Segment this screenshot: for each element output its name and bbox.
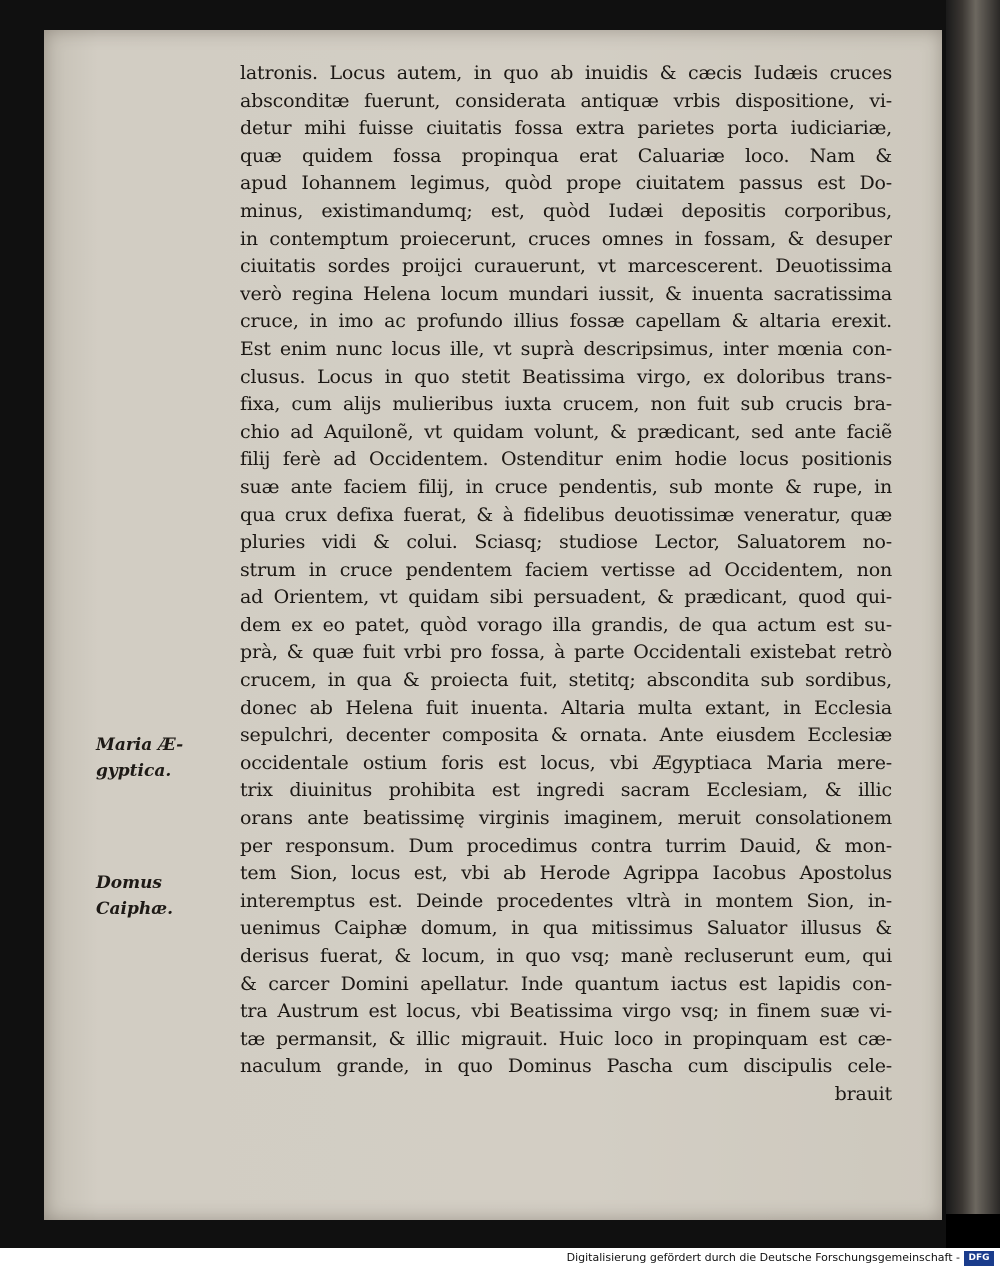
text-line: fixa, cum alijs mulieribus iuxta crucem, non fuit sub crucis bra-	[240, 393, 892, 416]
margin-note-domus-caiphae	[96, 870, 226, 922]
text-line: trix diuinitus prohibita est ingredi sacram Ecclesiam, & illic	[240, 779, 892, 802]
text-line: & carcer Domini apellatur. Inde quantum iactus est lapidis con-	[240, 972, 892, 995]
text-line: brauit	[834, 1082, 892, 1105]
text-line: cruce, in imo ac profundo illius fossæ capellam & altaria erexit.	[240, 310, 892, 333]
margin-note-line: Domus	[96, 873, 162, 893]
margin-note-line: gyptica.	[96, 761, 172, 781]
text-line: qua crux defixa fuerat, & à fidelibus deuotissimæ veneratur, quæ	[240, 503, 892, 526]
book-edge-band	[946, 1214, 1000, 1248]
text-line: minus, existimandumq; est, quòd Iudæi depositis corporibus,	[240, 199, 892, 222]
text-line: prà, & quæ fuit vrbi pro fossa, à parte Occidentali existebat retrò	[240, 641, 892, 664]
text-line: strum in cruce pendentem faciem vertisse ad Occidentem, non	[240, 558, 892, 581]
text-line: donec ab Helena fuit inuenta. Altaria multa extant, in Ecclesia	[240, 696, 892, 719]
text-line: suæ ante faciem filij, in cruce pendentis, sub monte & rupe, in	[240, 475, 892, 498]
dfg-logo: DFG	[964, 1251, 994, 1266]
text-line: ciuitatis sordes proijci curauerunt, vt marcescerent. Deuotissima	[240, 255, 892, 278]
text-line: clusus. Locus in quo stetit Beatissima virgo, ex doloribus trans-	[240, 365, 892, 388]
text-line: in contemptum proiecerunt, cruces omnes in fossam, & desuper	[240, 227, 892, 250]
text-line: tæ permansit, & illic migrauit. Huic loco in propinquam est cæ-	[240, 1027, 892, 1050]
text-line: ad Orientem, vt quidam sibi persuadent, & prædicant, quod qui-	[240, 586, 892, 609]
text-line: absconditæ fuerunt, considerata antiquæ vrbis dispositione, vi-	[240, 89, 892, 112]
text-line: dem ex eo patet, quòd vorago illa grandis, de qua actum est su-	[240, 613, 892, 636]
text-line: occidentale ostium foris est locus, vbi Ægyptiaca Maria mere-	[240, 751, 892, 774]
text-line: latronis. Locus autem, in quo ab inuidis & cæcis Iudæis cruces	[240, 62, 892, 84]
text-line: orans ante beatissimę virginis imaginem, meruit consolationem	[240, 807, 892, 830]
text-line: derisus fuerat, & locum, in quo vsq; manè recluserunt eum, qui	[240, 945, 892, 967]
margin-note-line: Maria Æ-	[96, 735, 184, 755]
text-line: sepulchri, decenter composita & ornata. Ante eiusdem Ecclesiæ	[240, 724, 892, 747]
book-edge	[946, 0, 1000, 1240]
text-line: tem Sion, locus est, vbi ab Herode Agrippa Iacobus Apostolus	[240, 862, 892, 885]
text-line: interemptus est. Deinde procedentes vltrà in montem Sion, in-	[240, 889, 892, 912]
text-line: verò regina Helena locum mundari iussit, & inuenta sacratissima	[240, 282, 892, 305]
text-line: naculum grande, in quo Dominus Pascha cum discipulis cele-	[240, 1055, 892, 1078]
margin-note-line: Caiphæ.	[96, 899, 174, 919]
text-line: detur mihi fuisse ciuitatis fossa extra parietes porta iudiciariæ,	[240, 117, 892, 140]
text-line: chio ad Aquilonẽ, vt quidam volunt, & prædicant, sed ante faciẽ	[240, 420, 892, 443]
page-body-text	[240, 60, 892, 1109]
text-line: apud Iohannem legimus, quòd prope ciuitatem passus est Do-	[240, 172, 892, 195]
digitization-footer	[0, 1248, 1000, 1268]
footer-credit: Digitalisierung gefördert durch die Deutsche Forschungsgemeinschaft -	[566, 1251, 960, 1264]
text-line: crucem, in qua & proiecta fuit, stetitq; abscondita sub sordibus,	[240, 669, 892, 692]
text-line: quæ quidem fossa propinqua erat Caluariæ loco. Nam &	[240, 144, 892, 167]
text-line: tra Austrum est locus, vbi Beatissima virgo vsq; in finem suæ vi-	[240, 1000, 892, 1023]
text-line: Est enim nunc locus ille, vt suprà descripsimus, inter mœnia con-	[240, 337, 892, 360]
text-line: pluries vidi & colui. Sciasq; studiose Lector, Saluatorem no-	[240, 531, 892, 554]
text-line: filij ferè ad Occidentem. Ostenditur enim hodie locus positionis	[240, 448, 892, 471]
text-line: uenimus Caiphæ domum, in qua mitissimus Saluator illusus &	[240, 917, 892, 940]
margin-note-maria-aegyptica	[96, 732, 226, 784]
text-line: per responsum. Dum procedimus contra turrim Dauid, & mon-	[240, 834, 892, 857]
